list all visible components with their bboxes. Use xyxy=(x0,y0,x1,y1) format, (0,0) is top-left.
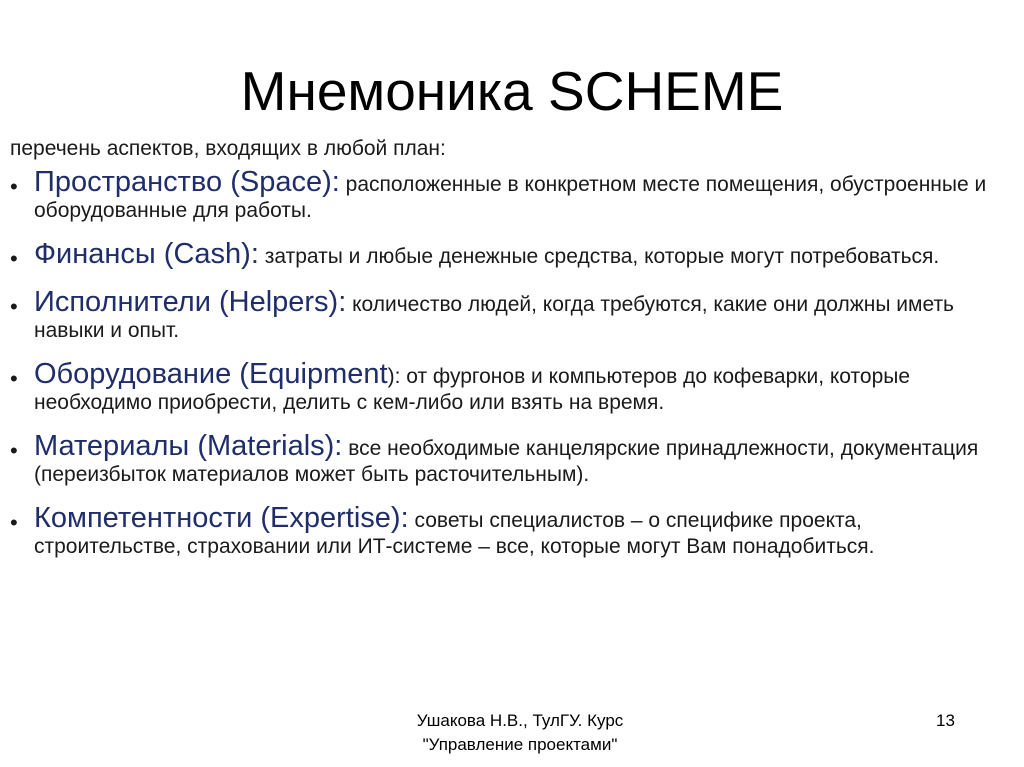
bullet-icon: • xyxy=(10,246,18,271)
list-item xyxy=(10,238,1015,271)
list-item-term: Исполнители (Helpers): xyxy=(34,286,347,318)
bullet-icon: • xyxy=(10,174,18,199)
aspect-list xyxy=(10,166,1015,574)
list-item xyxy=(10,358,1015,415)
list-item-content xyxy=(34,166,1015,223)
footer-course: "Управление проектами" xyxy=(422,735,618,754)
bullet-icon: • xyxy=(10,294,18,319)
list-item-description: ): от фургонов и компьютеров до кофеварки, которые необходимо приобрести, делить с кем-либо или взять на время. xyxy=(34,365,911,414)
list-item-description: советы специалистов – о специфике проекта, строительстве, страховании или ИТ-системе – все, которые могут Вам понадобиться. xyxy=(34,509,875,558)
list-item-term: Материалы (Materials): xyxy=(34,430,343,462)
list-item-content xyxy=(34,286,1015,343)
list-item-description: количество людей, когда требуются, какие они должны иметь навыки и опыт. xyxy=(34,293,954,342)
page-number: 13 xyxy=(936,711,955,730)
list-item-term: Компетентности (Expertise): xyxy=(34,502,409,534)
list-item xyxy=(10,286,1015,343)
list-item-term: Финансы (Cash): xyxy=(34,238,259,270)
list-item-term: Оборудование (Equipment xyxy=(34,358,388,390)
list-item-description: затраты и любые денежные средства, которые могут потребоваться. xyxy=(258,245,940,268)
footer-credit xyxy=(360,709,680,757)
footer-author: Ушакова Н.В., ТулГУ. Курс xyxy=(416,711,624,730)
slide-title: Мнемоника SCHEME xyxy=(240,60,784,122)
list-item-description: расположенные в конкретном месте помещения, обустроенные и оборудованные для работы. xyxy=(34,173,987,222)
bullet-icon: • xyxy=(10,438,18,463)
list-item-content xyxy=(34,502,1015,559)
list-item xyxy=(10,502,1015,559)
list-item-content xyxy=(34,430,1015,487)
list-item xyxy=(10,166,1015,223)
list-item-content xyxy=(34,238,1015,270)
list-item-description: все необходимые канцелярские принадлежности, документация (переизбыток материалов может быть расточительным). xyxy=(34,437,979,486)
list-item-term: Пространство (Space): xyxy=(34,166,340,198)
list-item xyxy=(10,430,1015,487)
bullet-icon: • xyxy=(10,510,18,535)
bullet-icon: • xyxy=(10,366,18,391)
list-item-content xyxy=(34,358,1015,415)
intro-text: перечень аспектов, входящих в любой план: xyxy=(10,137,446,160)
